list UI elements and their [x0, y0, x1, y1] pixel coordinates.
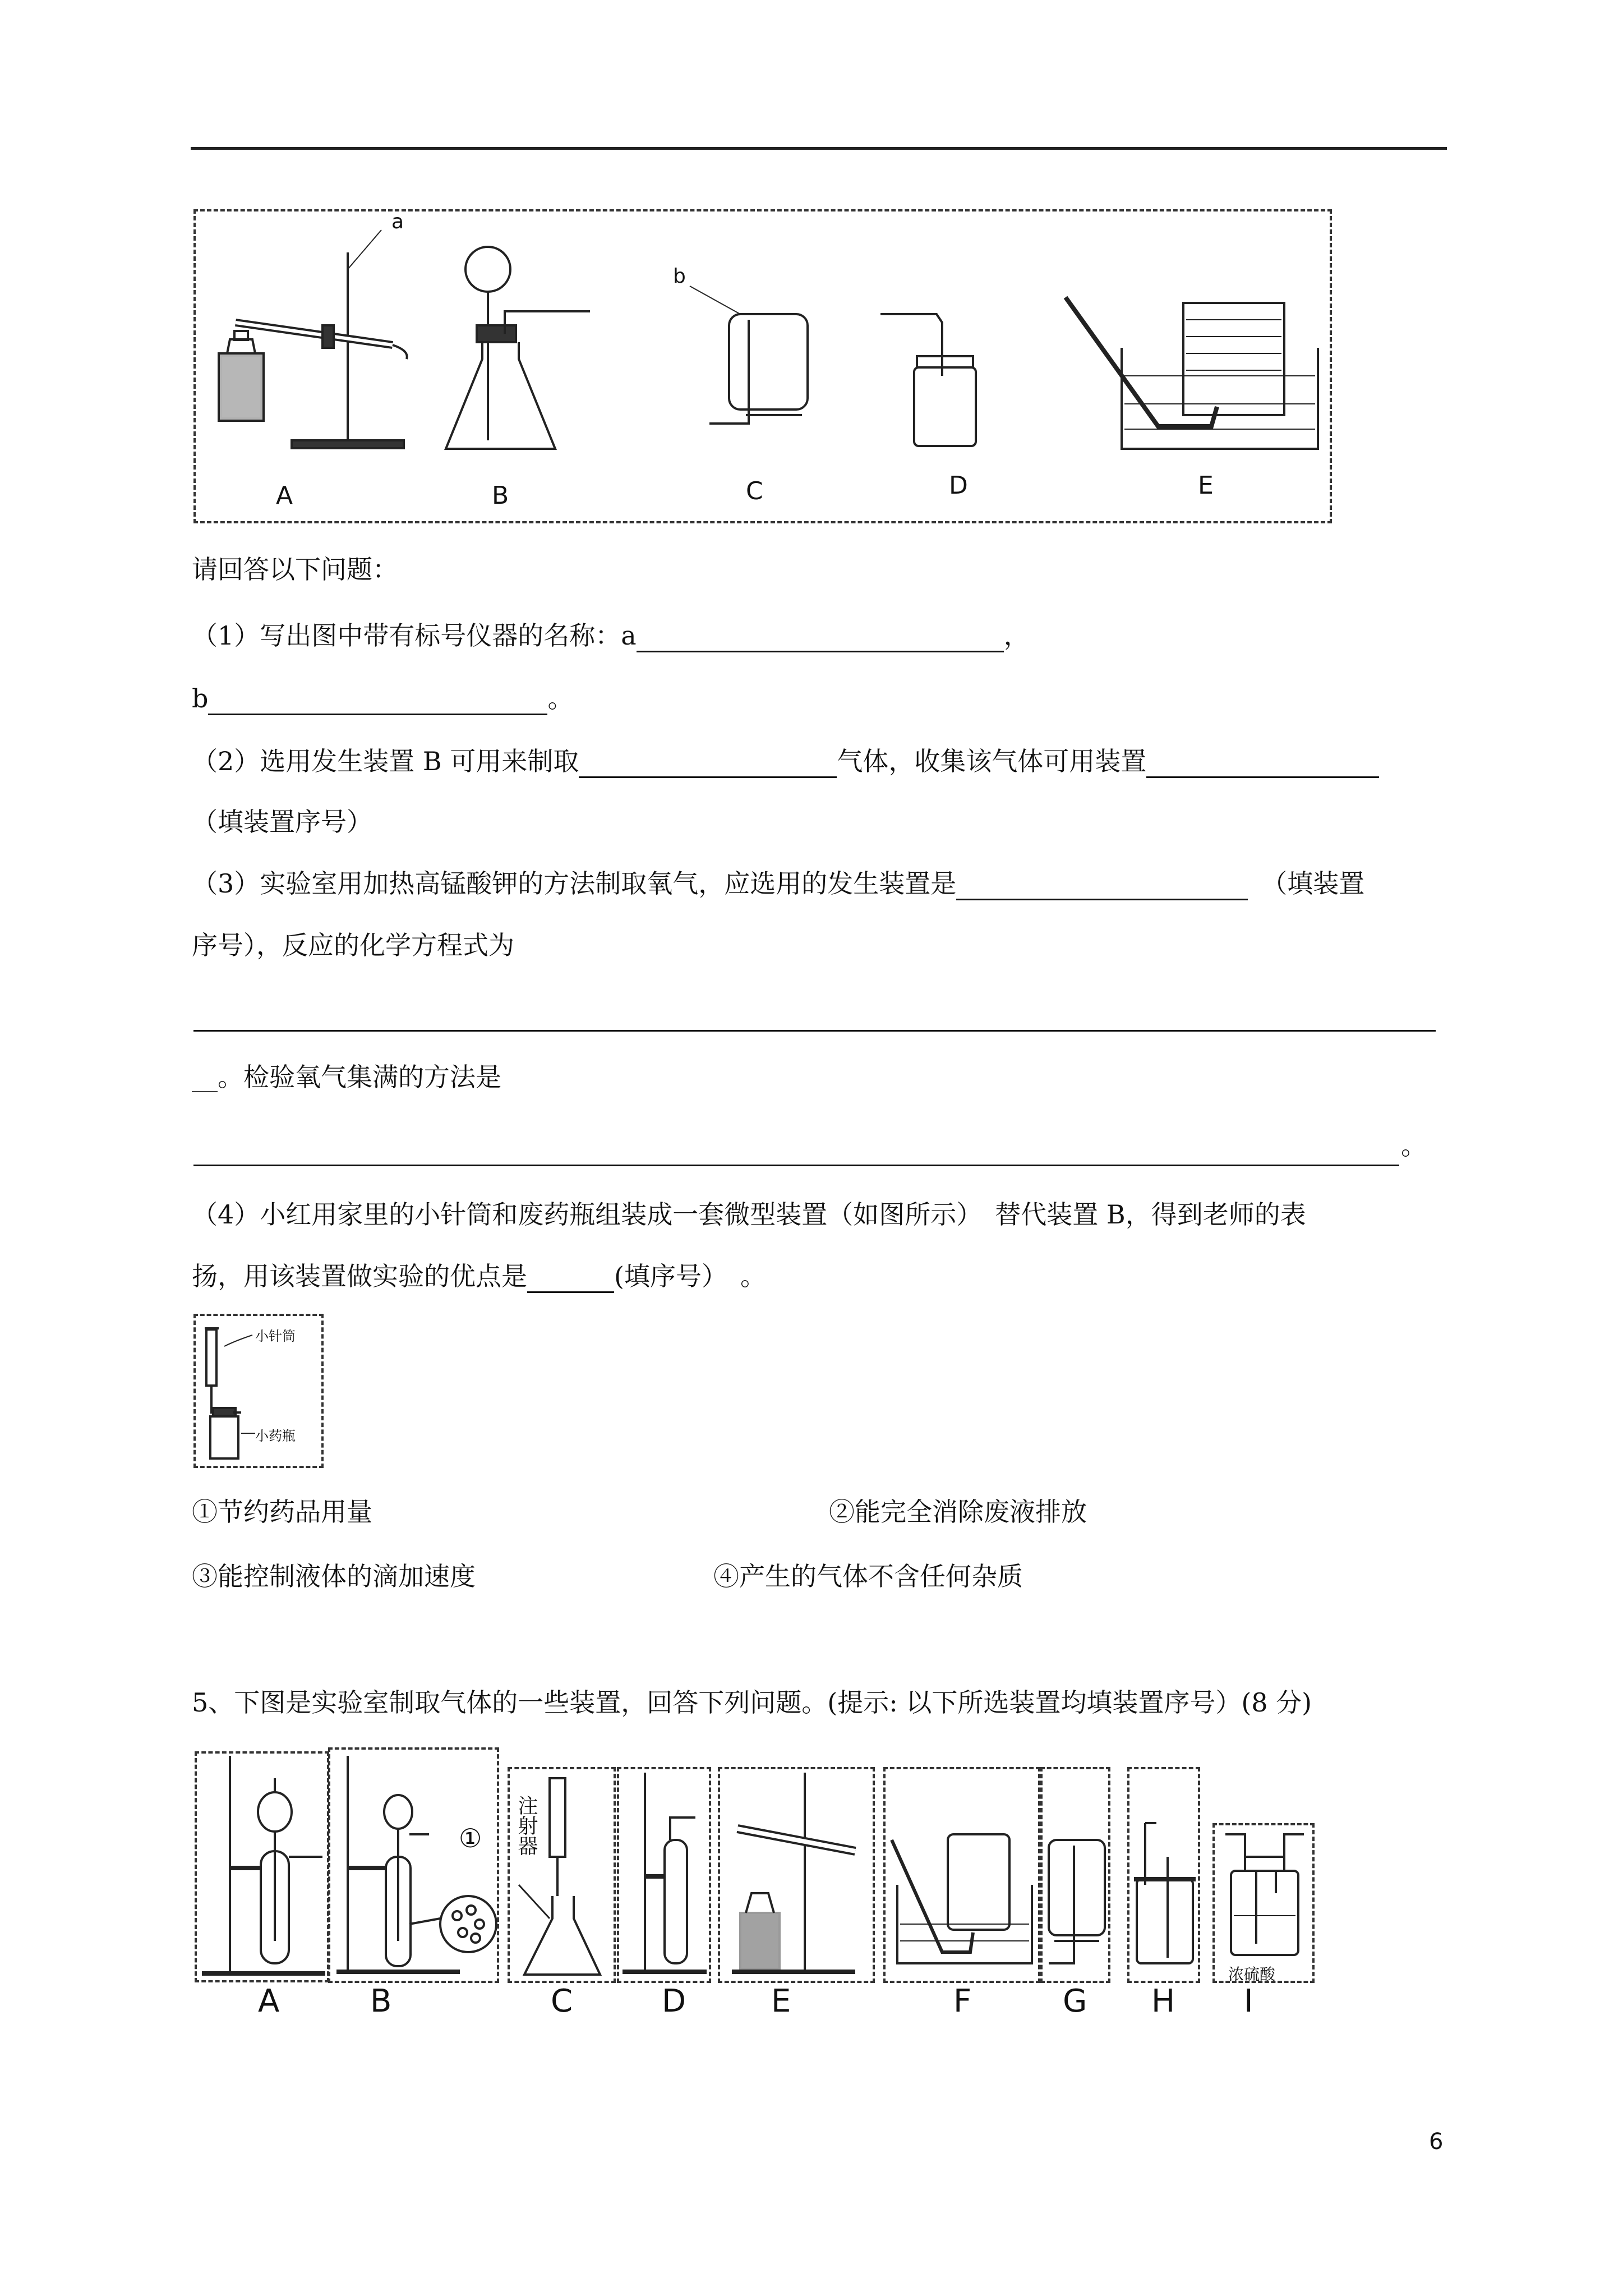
question-4-text-a: 扬，用该装置做实验的优点是 — [192, 1261, 527, 1291]
option-1: ①节约药品用量 — [192, 1497, 372, 1527]
answer-blank-a[interactable] — [637, 625, 1004, 652]
figure2-label-a: A — [258, 1983, 280, 2019]
question-1-end: 。 — [547, 683, 574, 714]
option-4: ④产生的气体不含任何杂质 — [713, 1561, 1023, 1591]
question-1-line1 — [192, 619, 1030, 652]
figure2-label-f: F — [953, 1983, 972, 2019]
question-3-line4: __。检验氧气集满的方法是 — [192, 1062, 501, 1092]
answer-blank-gas[interactable] — [579, 751, 837, 778]
figure2-label-h: H — [1151, 1983, 1175, 2019]
figure2-label-d: D — [662, 1983, 686, 2019]
figure2-circle-label: ① — [459, 1823, 482, 1853]
figure2-apparatus-e — [721, 1773, 878, 1980]
question-4-line1: （4）小红用家里的小针筒和废药瓶组装成一套微型装置（如图所示） 替代装置 B，得到老师的表 — [192, 1199, 1306, 1230]
apparatus-e-drawing — [1060, 292, 1329, 471]
question-3-end: 。 — [1401, 1130, 1427, 1161]
question-2-text-a: （2）选用发生装置 B 可用来制取 — [192, 746, 579, 776]
answer-blank-b[interactable] — [208, 688, 547, 715]
answer-blank-collect[interactable] — [1146, 751, 1379, 778]
figure2-label-e: E — [771, 1983, 791, 2019]
figure2-apparatus-f — [886, 1773, 1043, 1980]
marker-b: b — [673, 265, 686, 288]
answer-blank-equation[interactable] — [193, 1004, 1436, 1032]
figure2-apparatus-b — [331, 1756, 499, 1980]
figure2-acid-label: 浓硫酸 — [1228, 1965, 1276, 1984]
question-2-text-b: 气体，收集该气体可用装置 — [837, 746, 1147, 776]
question-4-text-b: (填序号） 。 — [614, 1261, 766, 1291]
figure1-label-c: C — [746, 477, 763, 505]
figure2-apparatus-h — [1128, 1773, 1201, 1980]
figure1-label-b: B — [492, 481, 509, 510]
option-3: ③能控制液体的滴加速度 — [192, 1561, 476, 1591]
question-2-line1 — [192, 744, 1379, 778]
apparatus-c-drawing — [667, 264, 824, 443]
apparatus-d-drawing — [875, 309, 998, 460]
prompt: 请回答以下问题： — [192, 554, 398, 585]
figure2-label-i: I — [1244, 1983, 1253, 2019]
header-rule — [191, 147, 1447, 150]
figure1-label-d: D — [949, 471, 968, 500]
marker-a: a — [391, 210, 404, 233]
figure2-label-g: G — [1063, 1983, 1087, 2019]
question-1-line2 — [192, 682, 573, 715]
figure2-apparatus-a — [196, 1756, 331, 1980]
question-1-comma: ， — [1003, 620, 1030, 651]
figure2-apparatus-i — [1214, 1826, 1315, 1983]
question-3-line2: 序号），反应的化学方程式为 — [192, 930, 514, 960]
question-5-text: 5、下图是实验室制取气体的一些装置，回答下列问题。(提示: 以下所选装置均填装置序号）(8 分) — [192, 1687, 1312, 1718]
question-3-text-b: （填装置 — [1261, 868, 1365, 899]
question-1-b-label: b — [192, 683, 209, 714]
answer-blank-generator[interactable] — [956, 873, 1248, 900]
question-1-text: （1）写出图中带有标号仪器的名称：a — [192, 620, 637, 651]
figure2-apparatus-d — [617, 1773, 712, 1980]
question-3-text-a: （3）实验室用加热高锰酸钾的方法制取氧气，应选用的发生装置是 — [192, 868, 957, 899]
figure2-syringe-label: 注射器 — [515, 1795, 538, 1856]
label-syringe: 小针筒 — [255, 1328, 296, 1344]
answer-blank-method[interactable] — [193, 1139, 1399, 1166]
label-bottle: 小药瓶 — [255, 1428, 296, 1444]
figure2-label-c: C — [551, 1983, 573, 2019]
figure1-label-a: A — [276, 481, 293, 510]
question-3-line1 — [192, 867, 1364, 900]
option-2: ②能完全消除废液排放 — [829, 1497, 1087, 1527]
figure2-label-b: B — [370, 1983, 392, 2019]
question-4-line2 — [192, 1259, 766, 1293]
figure1-label-e: E — [1198, 471, 1214, 500]
apparatus-a-drawing — [213, 224, 415, 460]
question-2-line2: （填装置序号） — [192, 807, 372, 837]
figure2-apparatus-g — [1043, 1773, 1110, 1980]
answer-blank-advantage[interactable] — [527, 1266, 614, 1293]
apparatus-b-drawing — [437, 230, 606, 466]
page-number: 6 — [1429, 2129, 1444, 2155]
